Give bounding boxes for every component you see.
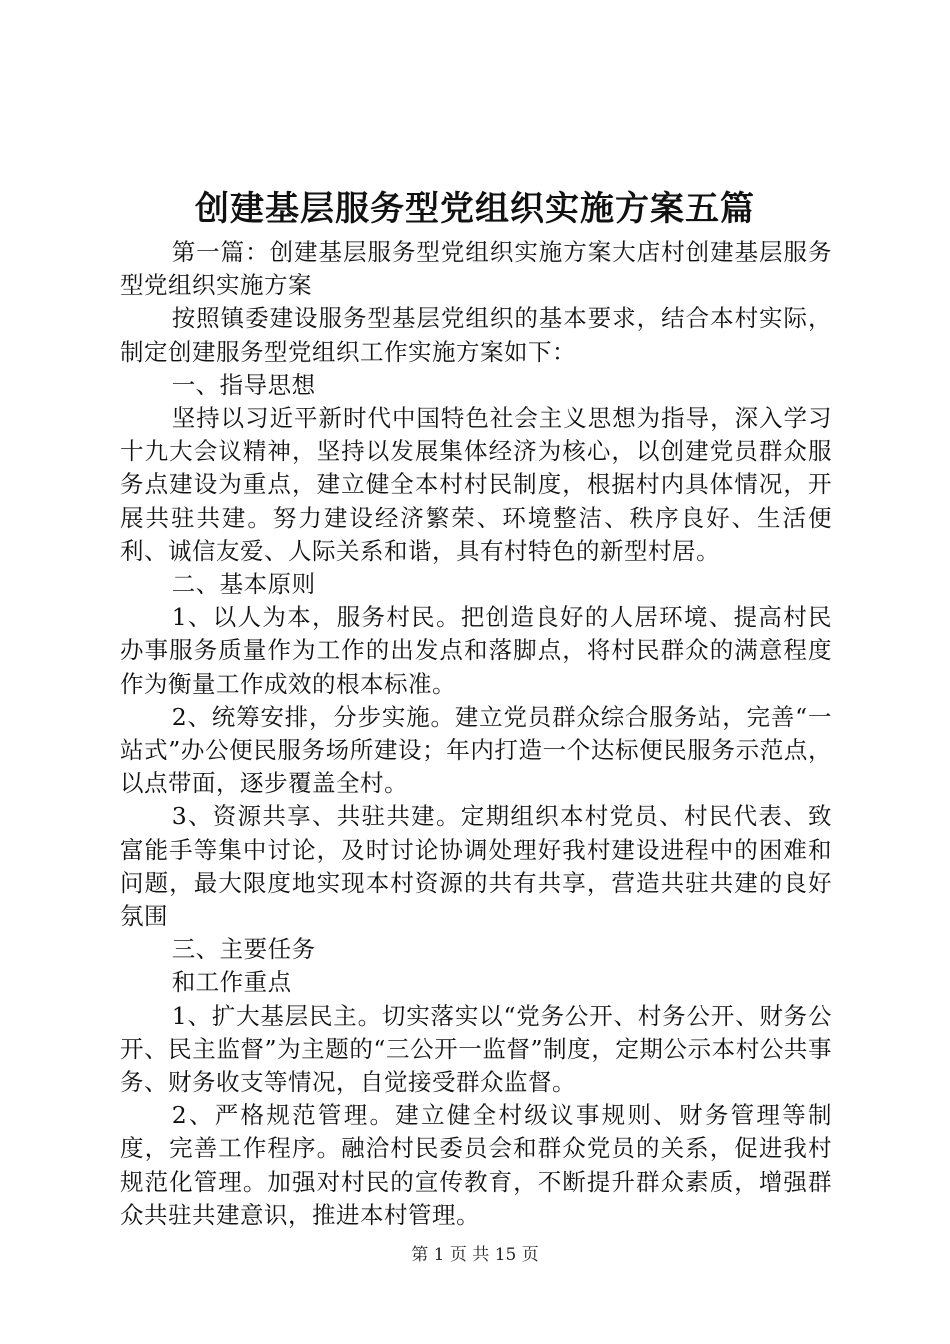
paragraph-intro: 按照镇委建设服务型基层党组织的基本要求，结合本村实际，制定创建服务型党组织工作实施方案如下： <box>120 304 832 366</box>
paragraph-guiding-ideology: 坚持以习近平新时代中国特色社会主义思想为指导，深入学习十九大会议精神，坚持以发展集体经济为核心，以创建党员群众服务点建设为重点，建立健全本村村民制度，根据村内具体情况，开展共驻共建。努力建设经济繁荣、环境整洁、秩序良好、生活便利、诚信友爱、人际关系和谐，具有村特色的新型村居。 <box>120 404 832 565</box>
page-number-footer: 第 1 页 共 15 页 <box>411 1245 539 1265</box>
paragraph-principle-3: 3、资源共享、共驻共建。定期组织本村党员、村民代表、致富能手等集中讨论，及时讨论协调处理好我村建设进程中的困难和问题，最大限度地实现本村资源的共有共享，营造共驻共建的良好氛围 <box>120 802 832 931</box>
document-body <box>120 236 832 1232</box>
section-heading-basic-principles: 二、基本原则 <box>171 570 316 599</box>
section-heading-work-focus: 和工作重点 <box>171 968 292 997</box>
paragraph-principle-1: 1、以人为本，服务村民。把创造良好的人居环境、提高村民办事服务质量作为工作的出发点和落脚点，将村民群众的满意程度作为衡量工作成效的根本标准。 <box>120 603 832 698</box>
document-title: 创建基层服务型党组织实施方案五篇 <box>195 189 755 229</box>
paragraph-task-2: 2、严格规范管理。建立健全村级议事规则、财务管理等制度，完善工作程序。融洽村民委员会和群众党员的关系，促进我村规范化管理。加强对村民的宣传教育，不断提升群众素质，增强群众共驻共建意识，推进本村管理。 <box>120 1101 832 1229</box>
section-heading-guiding-ideology: 一、指导思想 <box>171 370 316 399</box>
section-heading-main-tasks: 三、主要任务 <box>171 935 316 964</box>
paragraph-task-1: 1、扩大基层民主。切实落实以“党务公开、村务公开、财务公开、民主监督”为主题的“三公开一监督”制度，定期公示本村公共事务、财务收支等情况，自觉接受群众监督。 <box>120 1001 832 1097</box>
paragraph-principle-2: 2、统筹安排，分步实施。建立党员群众综合服务站，完善“一站式”办公便民服务场所建设；年内打造一个达标便民服务示范点，以点带面，逐步覆盖全村。 <box>120 702 832 798</box>
paragraph-part-one-heading: 第一篇：创建基层服务型党组织实施方案大店村创建基层服务型党组织实施方案 <box>120 238 832 300</box>
